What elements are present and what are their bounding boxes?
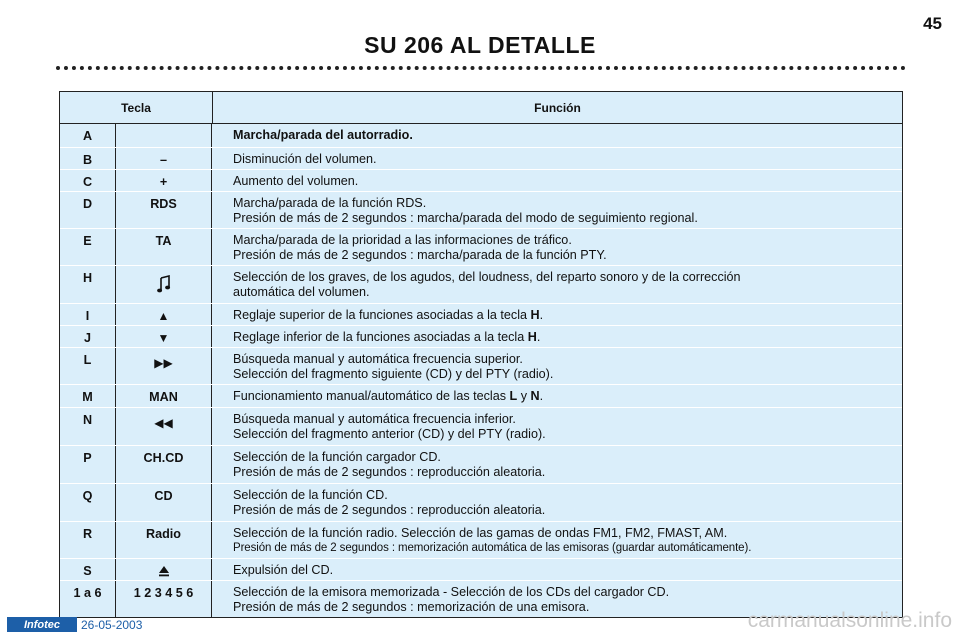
key-symbol: – xyxy=(116,148,212,169)
key-label: A xyxy=(60,124,116,147)
table-row xyxy=(60,170,902,192)
function-text: Reglage inferior de la funciones asociadas a la tecla xyxy=(233,330,528,344)
triangle-up-icon: ▲ xyxy=(157,309,170,323)
function-text: Selección de la función cargador CD. xyxy=(233,450,441,464)
function-text: Disminución del volumen. xyxy=(233,152,377,166)
key-label: I xyxy=(60,304,116,325)
triangle-down-icon: ▼ xyxy=(157,331,170,345)
watermark: carmanualsonline.info xyxy=(747,609,952,632)
function-text: Presión de más de 2 segundos : memorización de una emisora. xyxy=(233,600,590,614)
table-row: I ▲ Reglaje superior de la funciones asociadas a la tecla H. xyxy=(60,304,902,326)
footer-date: 26-05-2003 xyxy=(81,618,143,632)
header-tecla: Tecla xyxy=(60,92,213,123)
key-label: D xyxy=(60,192,116,228)
table-row: J ▼ Reglage inferior de la funciones asociadas a la tecla H. xyxy=(60,326,902,348)
key-symbol xyxy=(116,326,212,347)
table-row xyxy=(60,124,902,148)
table-row xyxy=(60,266,902,304)
function-text: Marcha/parada del autorradio. xyxy=(233,128,413,142)
function-text: Selección del fragmento anterior (CD) y del PTY (radio). xyxy=(233,427,546,441)
key-reference: N xyxy=(530,389,540,403)
table-row xyxy=(60,148,902,170)
key-reference: L xyxy=(509,389,518,403)
key-reference: H xyxy=(530,308,540,322)
table-row xyxy=(60,192,902,229)
function-text: Presión de más de 2 segundos : marcha/parada de la función PTY. xyxy=(233,248,607,262)
key-symbol xyxy=(116,408,212,445)
key-label: E xyxy=(60,229,116,265)
key-symbol: TA xyxy=(116,229,212,265)
key-symbol: CH.CD xyxy=(116,446,212,483)
eject-icon xyxy=(158,565,170,577)
function-text: Marcha/parada de la prioridad a las informaciones de tráfico. xyxy=(233,233,572,247)
infotec-logo: Infotec xyxy=(7,617,77,632)
key-label: N xyxy=(60,408,116,445)
function-text: Funcionamiento manual/automático de las teclas xyxy=(233,389,510,403)
key-symbol xyxy=(116,304,212,325)
table-row xyxy=(60,348,902,385)
key-label: Q xyxy=(60,484,116,521)
function-text: Reglaje superior de la funciones asociadas a la tecla xyxy=(233,308,531,322)
dotted-divider xyxy=(56,66,906,70)
key-symbol: CD xyxy=(116,484,212,521)
key-symbol: MAN xyxy=(116,385,212,407)
function-table xyxy=(59,91,903,618)
table-row xyxy=(60,559,902,581)
page-title: SU 206 AL DETALLE xyxy=(364,32,596,58)
function-text: Búsqueda manual y automática frecuencia superior. xyxy=(233,352,523,366)
function-text: Presión de más de 2 segundos : reproducción aleatoria. xyxy=(233,465,546,479)
function-text: Aumento del volumen. xyxy=(233,174,359,188)
function-text: Presión de más de 2 segundos : marcha/parada del modo de seguimiento regional. xyxy=(233,211,698,225)
key-label: C xyxy=(60,170,116,191)
function-text: Búsqueda manual y automática frecuencia inferior. xyxy=(233,412,516,426)
fast-forward-icon: ▶▶ xyxy=(154,356,173,370)
key-symbol: RDS xyxy=(116,192,212,228)
header-funcion: Función xyxy=(534,100,581,115)
function-text: Presión de más de 2 segundos : memorización automática de las emisoras (guardar automáticamente). xyxy=(233,542,752,554)
function-text: Selección de la función CD. xyxy=(233,488,388,502)
key-label: P xyxy=(60,446,116,483)
function-text: Presión de más de 2 segundos : reproducción aleatoria. xyxy=(233,503,546,517)
table-row xyxy=(60,446,902,484)
key-symbol: Radio xyxy=(116,522,212,558)
key-symbol xyxy=(116,124,212,147)
table-row: M MAN Funcionamiento manual/automático de las teclas L y N. xyxy=(60,385,902,408)
music-note-icon xyxy=(157,275,171,295)
key-label: B xyxy=(60,148,116,169)
key-label: R xyxy=(60,522,116,558)
key-label: 1 a 6 xyxy=(60,581,116,617)
page-number: 45 xyxy=(923,14,942,33)
rewind-icon: ◀◀ xyxy=(154,416,173,430)
function-text: Selección de la función radio. Selección de las gamas de ondas FM1, FM2, FMAST, AM. xyxy=(233,526,728,540)
key-symbol xyxy=(116,348,212,384)
table-row xyxy=(60,408,902,446)
key-symbol xyxy=(116,266,212,303)
function-text: Expulsión del CD. xyxy=(233,563,334,577)
table-row xyxy=(60,522,902,559)
key-reference: H xyxy=(527,330,537,344)
key-label: S xyxy=(60,559,116,580)
key-label: L xyxy=(60,348,116,384)
table-header xyxy=(60,92,902,124)
function-text: Selección de la emisora memorizada - Selección de los CDs del cargador CD. xyxy=(233,585,670,599)
key-label: M xyxy=(60,385,116,407)
function-text: Marcha/parada de la función RDS. xyxy=(233,196,427,210)
key-label: J xyxy=(60,326,116,347)
function-text: Selección de los graves, de los agudos, del loudness, del reparto sonoro y de la corrección xyxy=(233,270,741,284)
table-row xyxy=(60,484,902,522)
function-text: Selección del fragmento siguiente (CD) y del PTY (radio). xyxy=(233,367,554,381)
key-symbol: 1 2 3 4 5 6 xyxy=(116,581,212,617)
key-label: H xyxy=(60,266,116,303)
key-symbol: + xyxy=(116,170,212,191)
function-text: automática del volumen. xyxy=(233,285,370,299)
table-row xyxy=(60,229,902,266)
key-symbol xyxy=(116,559,212,580)
